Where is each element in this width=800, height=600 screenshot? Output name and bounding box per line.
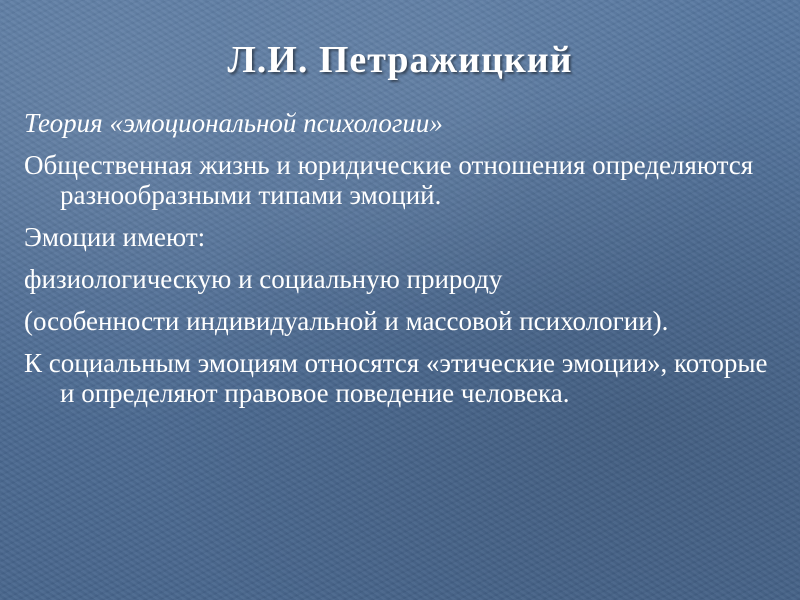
paragraph-theory: Теория «эмоциональной психологии»	[24, 108, 443, 138]
slide-body	[24, 108, 784, 420]
slide-title: Л.И. Петражицкий	[227, 39, 573, 81]
paragraph-psychology-features: (особенности индивидуальной и массовой психологии).	[24, 306, 669, 336]
paragraph-social-life: Общественная жизнь и юридические отношения определяются разнообразными типами эмоций.	[24, 150, 754, 210]
paragraph-emotions-have: Эмоции имеют:	[24, 222, 206, 252]
paragraph-ethical-emotions: К социальным эмоциям относятся «этические эмоции», которые и определяют правовое поведение человека.	[24, 348, 768, 408]
paragraph-nature: физиологическую и социальную природу	[24, 264, 503, 294]
